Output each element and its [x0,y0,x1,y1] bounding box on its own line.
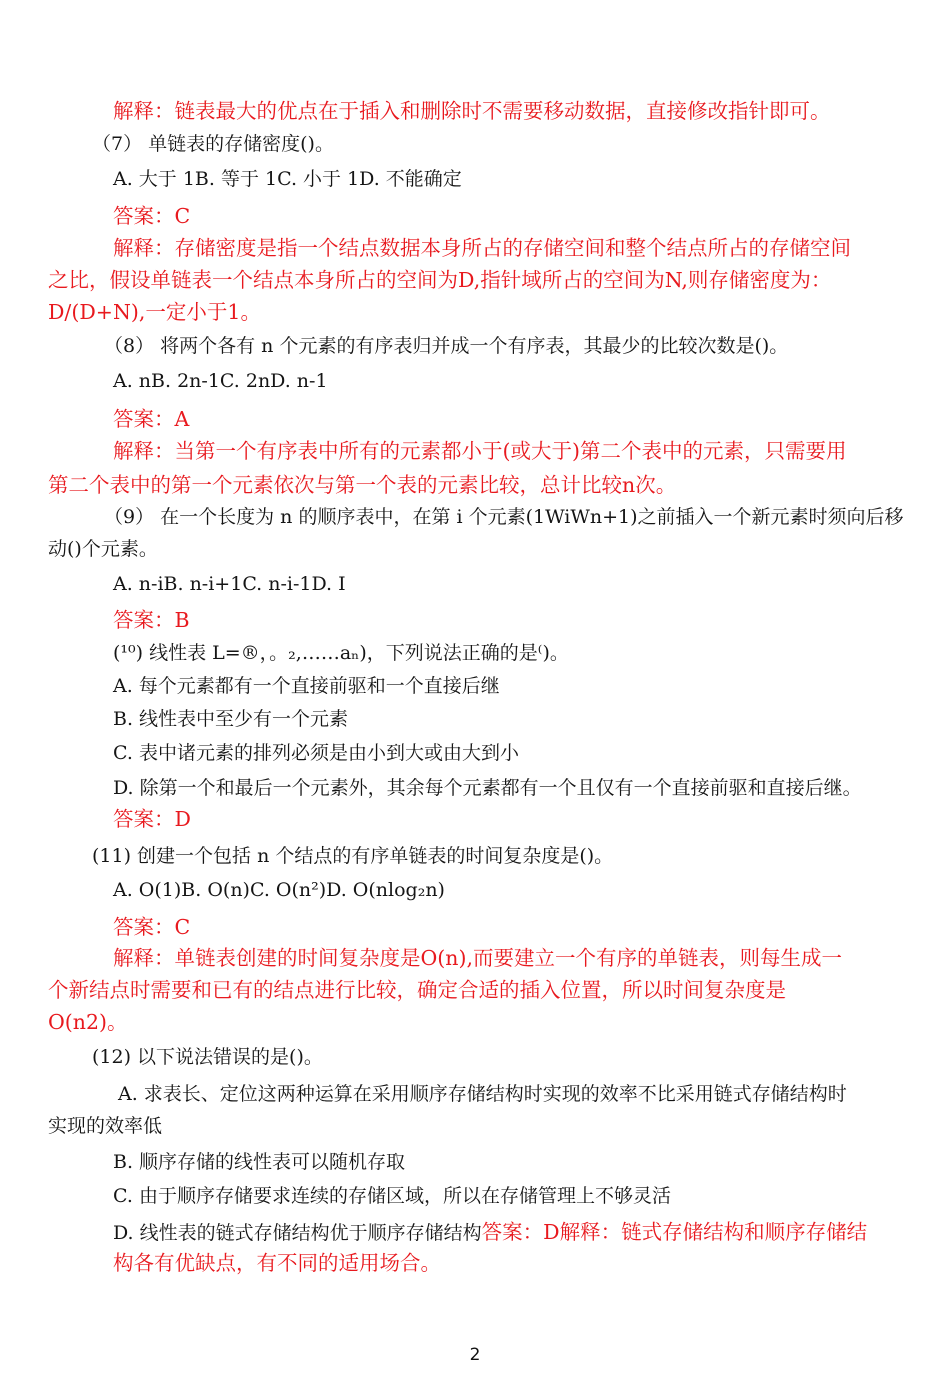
text-line [113,1250,441,1276]
text-line [113,203,190,229]
line-text: A. nB. 2n-1C. 2nD. n-1 [113,370,328,392]
line-text: 答案：A [113,407,190,431]
line-text: B. 顺序存储的线性表可以随机存取 [113,1151,406,1173]
text-line [48,472,676,498]
line-text: （7） 单链表的存储密度()。 [92,133,334,155]
text-line [48,267,831,293]
text-line [113,914,190,940]
line-text: 构各有优缺点，有不同的适用场合。 [113,1251,441,1275]
text-line [113,775,862,801]
text-line [113,640,569,666]
text-line [113,166,462,192]
text-line [113,438,847,464]
line-text: 答案：C [113,915,191,939]
line-text: 解释：存储密度是指一个结点数据本身所占的存储空间和整个结点所占的存储空间 [113,236,851,260]
line-text: 答案：C [113,204,191,228]
line-text: 个新结点时需要和已有的结点进行比较，确定合适的插入位置，所以时间复杂度是 [48,978,786,1002]
line-text: A. n-iB. n-i+1C. n-i-1D. I [113,573,346,595]
line-text: （8） 将两个各有 n 个元素的有序表归并成一个有序表，其最少的比较次数是()。 [104,335,789,357]
line-text: D. 除第一个和最后一个元素外，其余每个元素都有一个且仅有一个直接前驱和直接后继。 [113,777,862,799]
line-text: D. 线性表的链式存储结构优于顺序存储结构 [113,1222,482,1244]
line-text: (11) 创建一个包括 n 个结点的有序单链表的时间复杂度是()。 [92,845,614,867]
line-text: D/(D+N),一定小于1。 [48,300,261,324]
line-text: (12) 以下说法错误的是()。 [92,1046,323,1068]
text-line [92,131,334,157]
line-text: A. 大于 1B. 等于 1C. 小于 1D. 不能确定 [113,168,462,190]
line-text: 解释：链表最大的优点在于插入和删除时不需要移动数据，直接修改指针即可。 [113,99,831,123]
page-number: 2 [469,1345,481,1365]
text-line [48,1113,162,1139]
line-text: 之比，假设单链表一个结点本身所占的空间为D,指针域所占的空间为N,则存储密度为： [48,268,832,292]
text-line [92,843,613,869]
text-line [113,406,189,432]
line-text: 动()个元素。 [48,538,158,560]
line-text: A. 每个元素都有一个直接前驱和一个直接后继 [113,675,500,697]
text-line [118,1081,847,1107]
text-line [104,333,788,359]
text-line [92,1044,323,1070]
text-line [113,368,328,394]
text-line [48,1009,128,1035]
text-line [113,235,851,261]
text-line [113,571,346,597]
text-line [113,1183,671,1209]
line-text: 解释：当第一个有序表中所有的元素都小于(或大于)第二个表中的元素，只需要用 [113,439,847,463]
line-text: A. O(1)B. O(n)C. O(n²)D. O(nlog₂n) [113,879,445,901]
line-text: B. 线性表中至少有一个元素 [113,708,349,730]
line-text: （9） 在一个长度为 n 的顺序表中，在第 i 个元素(1WiWn+1)之前插入一个新元素时须向后移 [104,506,904,528]
line-text: C. 表中诸元素的排列必须是由小到大或由大到小 [113,742,519,764]
line-text: (¹⁰) 线性表 L=®，。₂,……aₙ)，下列说法正确的是⁽)。 [113,642,569,664]
text-line [113,740,519,766]
text-line [48,977,786,1003]
line-text: O(n2)。 [48,1010,128,1034]
line-text: A. 求表长、定位这两种运算在采用顺序存储结构时实现的效率不比采用链式存储结构时 [118,1083,847,1105]
text-line [113,98,831,124]
text-line [48,299,261,325]
text-line [48,536,158,562]
text-line [113,706,348,732]
line-text: 实现的效率低 [48,1115,163,1137]
text-line [113,1149,405,1175]
text-line [104,504,904,530]
answer-inline: 答案：D解释：链式存储结构和顺序存储结 [481,1220,868,1244]
line-text: 第二个表中的第一个元素依次与第一个表的元素比较，总计比较n次。 [48,473,677,497]
text-line [113,945,842,971]
line-text: C. 由于顺序存储要求连续的存储区域，所以在存储管理上不够灵活 [113,1185,671,1207]
text-line [113,607,190,633]
line-text: 答案：D [113,807,191,831]
text-line [113,806,191,832]
text-line [113,877,445,903]
line-text: 答案：B [113,608,190,632]
text-line [113,673,500,699]
text-line [113,1219,867,1246]
line-text: 解释：单链表创建的时间复杂度是O(n),而要建立一个有序的单链表，则每生成一 [113,946,843,970]
